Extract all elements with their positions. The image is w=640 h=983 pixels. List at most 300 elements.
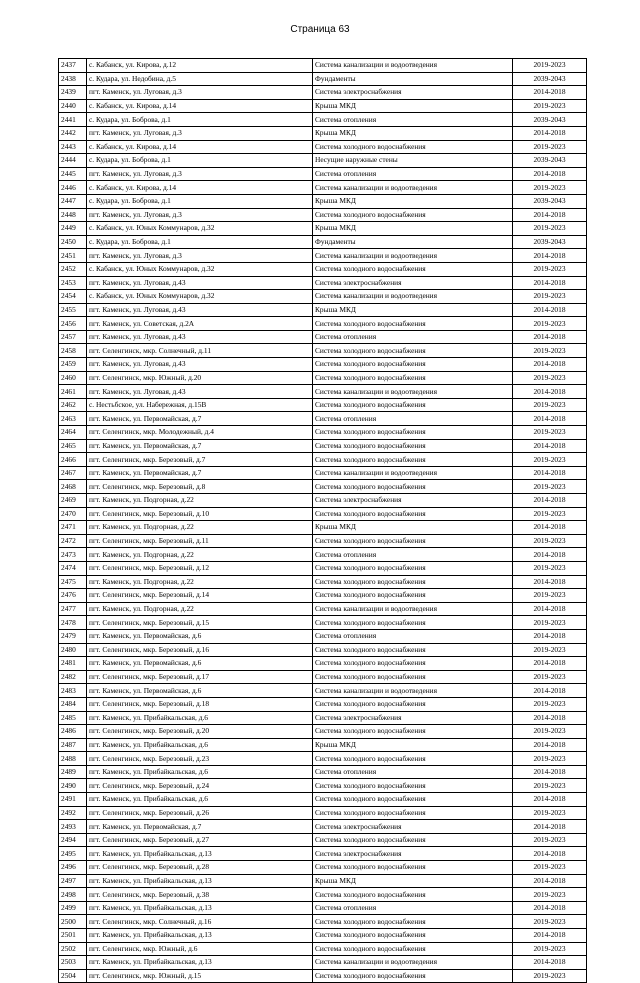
cell-period: 2014-2018 bbox=[513, 602, 587, 616]
cell-address: пгт. Каменск, ул. Луговая, д.43 bbox=[87, 330, 313, 344]
cell-period: 2039-2043 bbox=[513, 235, 587, 249]
cell-work-type: Система канализации и водоотведения bbox=[313, 385, 513, 399]
cell-address: пгт. Каменск, ул. Луговая, д.43 bbox=[87, 358, 313, 372]
cell-row-number: 2460 bbox=[59, 371, 87, 385]
cell-work-type: Крыша МКД bbox=[313, 222, 513, 236]
cell-period: 2014-2018 bbox=[513, 385, 587, 399]
cell-row-number: 2492 bbox=[59, 806, 87, 820]
cell-period: 2014-2018 bbox=[513, 208, 587, 222]
cell-address: с. Кудара, ул. Боброва, д.1 bbox=[87, 194, 313, 208]
cell-address: с. Кабанск, ул. Кирова, д.14 bbox=[87, 99, 313, 113]
cell-period: 2014-2018 bbox=[513, 765, 587, 779]
cell-row-number: 2478 bbox=[59, 616, 87, 630]
cell-work-type: Система канализации и водоотведения bbox=[313, 290, 513, 304]
table-row bbox=[59, 956, 587, 970]
cell-row-number: 2482 bbox=[59, 670, 87, 684]
cell-row-number: 2480 bbox=[59, 643, 87, 657]
cell-work-type: Система холодного водоснабжения bbox=[313, 697, 513, 711]
cell-period: 2019-2023 bbox=[513, 262, 587, 276]
cell-period: 2014-2018 bbox=[513, 466, 587, 480]
cell-period: 2014-2018 bbox=[513, 901, 587, 915]
cell-address: пгт. Селенгинск, мкр. Солнечный, д.16 bbox=[87, 915, 313, 929]
cell-period: 2019-2023 bbox=[513, 222, 587, 236]
cell-row-number: 2479 bbox=[59, 629, 87, 643]
table-row bbox=[59, 942, 587, 956]
cell-row-number: 2503 bbox=[59, 956, 87, 970]
table-row bbox=[59, 480, 587, 494]
cell-work-type: Система электроснабжения bbox=[313, 820, 513, 834]
cell-work-type: Система холодного водоснабжения bbox=[313, 806, 513, 820]
cell-period: 2014-2018 bbox=[513, 874, 587, 888]
cell-address: пгт. Каменск, ул. Луговая, д.3 bbox=[87, 126, 313, 140]
cell-address: пгт. Селенгинск, мкр. Молодежный, д.4 bbox=[87, 426, 313, 440]
cell-work-type: Система отопления bbox=[313, 167, 513, 181]
table-row bbox=[59, 806, 587, 820]
cell-period: 2019-2023 bbox=[513, 59, 587, 73]
cell-work-type: Система канализации и водоотведения bbox=[313, 684, 513, 698]
cell-period: 2019-2023 bbox=[513, 942, 587, 956]
cell-address: пгт. Каменск, ул. Луговая, д.43 bbox=[87, 276, 313, 290]
cell-address: с. Кабанск, ул. Кирова, д.12 bbox=[87, 59, 313, 73]
cell-period: 2019-2023 bbox=[513, 534, 587, 548]
cell-address: пгт. Каменск, ул. Подгорная, д.22 bbox=[87, 548, 313, 562]
table-row bbox=[59, 521, 587, 535]
cell-work-type: Система холодного водоснабжения bbox=[313, 888, 513, 902]
cell-work-type: Система холодного водоснабжения bbox=[313, 779, 513, 793]
cell-period: 2014-2018 bbox=[513, 738, 587, 752]
table-row bbox=[59, 126, 587, 140]
cell-row-number: 2494 bbox=[59, 833, 87, 847]
cell-work-type: Система холодного водоснабжения bbox=[313, 561, 513, 575]
cell-work-type: Система отопления bbox=[313, 330, 513, 344]
cell-work-type: Система холодного водоснабжения bbox=[313, 643, 513, 657]
cell-work-type: Система отопления bbox=[313, 901, 513, 915]
table-row bbox=[59, 222, 587, 236]
cell-row-number: 2476 bbox=[59, 589, 87, 603]
cell-address: пгт. Каменск, ул. Прибайкальская, д.6 bbox=[87, 793, 313, 807]
cell-row-number: 2448 bbox=[59, 208, 87, 222]
cell-address: пгт. Селенгинск, мкр. Березовый, д.8 bbox=[87, 480, 313, 494]
cell-work-type: Система канализации и водоотведения bbox=[313, 466, 513, 480]
table-row bbox=[59, 426, 587, 440]
cell-address: пгт. Каменск, ул. Подгорная, д.22 bbox=[87, 602, 313, 616]
cell-row-number: 2497 bbox=[59, 874, 87, 888]
table-row bbox=[59, 793, 587, 807]
cell-address: пгт. Селенгинск, мкр. Березовый, д.20 bbox=[87, 725, 313, 739]
cell-period: 2019-2023 bbox=[513, 589, 587, 603]
cell-row-number: 2469 bbox=[59, 494, 87, 508]
cell-work-type: Система канализации и водоотведения bbox=[313, 181, 513, 195]
table-row bbox=[59, 752, 587, 766]
cell-row-number: 2474 bbox=[59, 561, 87, 575]
cell-address: пгт. Селенгинск, мкр. Березовый, д.24 bbox=[87, 779, 313, 793]
cell-work-type: Система холодного водоснабжения bbox=[313, 657, 513, 671]
cell-address: с. Кабанск, ул. Кирова, д.14 bbox=[87, 181, 313, 195]
table-row bbox=[59, 861, 587, 875]
cell-row-number: 2498 bbox=[59, 888, 87, 902]
table-row bbox=[59, 398, 587, 412]
cell-row-number: 2477 bbox=[59, 602, 87, 616]
cell-work-type: Система холодного водоснабжения bbox=[313, 317, 513, 331]
cell-work-type: Система канализации и водоотведения bbox=[313, 59, 513, 73]
cell-period: 2019-2023 bbox=[513, 833, 587, 847]
cell-period: 2014-2018 bbox=[513, 847, 587, 861]
cell-work-type: Система холодного водоснабжения bbox=[313, 833, 513, 847]
cell-period: 2039-2043 bbox=[513, 113, 587, 127]
cell-work-type: Система холодного водоснабжения bbox=[313, 453, 513, 467]
cell-address: пгт. Каменск, ул. Первомайская, д.7 bbox=[87, 820, 313, 834]
table-row bbox=[59, 874, 587, 888]
cell-period: 2019-2023 bbox=[513, 507, 587, 521]
cell-address: с. Кабанск, ул. Юных Коммунаров, д.32 bbox=[87, 262, 313, 276]
table-row bbox=[59, 72, 587, 86]
cell-address: пгт. Селенгинск, мкр. Солнечный, д.11 bbox=[87, 344, 313, 358]
cell-address: пгт. Селенгинск, мкр. Березовый, д.38 bbox=[87, 888, 313, 902]
cell-address: пгт. Каменск, ул. Прибайкальская, д.6 bbox=[87, 738, 313, 752]
cell-address: пгт. Селенгинск, мкр. Березовый, д.23 bbox=[87, 752, 313, 766]
table-row bbox=[59, 113, 587, 127]
cell-address: пгт. Каменск, ул. Прибайкальская, д.6 bbox=[87, 711, 313, 725]
cell-work-type: Система канализации и водоотведения bbox=[313, 249, 513, 263]
cell-work-type: Система холодного водоснабжения bbox=[313, 358, 513, 372]
cell-row-number: 2473 bbox=[59, 548, 87, 562]
table-row bbox=[59, 629, 587, 643]
cell-row-number: 2441 bbox=[59, 113, 87, 127]
cell-address: с. Кудара, ул. Боброва, д.1 bbox=[87, 235, 313, 249]
table-row bbox=[59, 684, 587, 698]
cell-address: с. Кудара, ул. Недобина, д.5 bbox=[87, 72, 313, 86]
cell-address: пгт. Селенгинск, мкр. Березовый, д.12 bbox=[87, 561, 313, 575]
table-row bbox=[59, 575, 587, 589]
cell-period: 2019-2023 bbox=[513, 725, 587, 739]
table-row bbox=[59, 371, 587, 385]
table-row bbox=[59, 290, 587, 304]
table-row bbox=[59, 235, 587, 249]
cell-work-type: Система холодного водоснабжения bbox=[313, 439, 513, 453]
cell-row-number: 2455 bbox=[59, 303, 87, 317]
cell-row-number: 2489 bbox=[59, 765, 87, 779]
table-row bbox=[59, 276, 587, 290]
cell-period: 2014-2018 bbox=[513, 820, 587, 834]
cell-period: 2019-2023 bbox=[513, 969, 587, 983]
cell-period: 2019-2023 bbox=[513, 752, 587, 766]
cell-work-type: Крыша МКД bbox=[313, 194, 513, 208]
cell-row-number: 2499 bbox=[59, 901, 87, 915]
cell-period: 2014-2018 bbox=[513, 956, 587, 970]
cell-address: пгт. Каменск, ул. Прибайкальская, д.13 bbox=[87, 847, 313, 861]
cell-work-type: Система холодного водоснабжения bbox=[313, 752, 513, 766]
table-row bbox=[59, 59, 587, 73]
cell-address: пгт. Каменск, ул. Луговая, д.3 bbox=[87, 249, 313, 263]
cell-address: пгт. Каменск, ул. Советская, д.2А bbox=[87, 317, 313, 331]
table-row bbox=[59, 589, 587, 603]
table-row bbox=[59, 820, 587, 834]
cell-address: пгт. Каменск, ул. Луговая, д.43 bbox=[87, 385, 313, 399]
cell-address: пгт. Селенгинск, мкр. Березовый, д.16 bbox=[87, 643, 313, 657]
table-row bbox=[59, 358, 587, 372]
cell-row-number: 2485 bbox=[59, 711, 87, 725]
cell-work-type: Система холодного водоснабжения bbox=[313, 534, 513, 548]
table-row bbox=[59, 915, 587, 929]
cell-period: 2014-2018 bbox=[513, 521, 587, 535]
cell-work-type: Система отопления bbox=[313, 548, 513, 562]
table-row bbox=[59, 140, 587, 154]
cell-period: 2019-2023 bbox=[513, 861, 587, 875]
cell-address: пгт. Селенгинск, мкр. Южный, д.20 bbox=[87, 371, 313, 385]
cell-work-type: Система электроснабжения bbox=[313, 494, 513, 508]
cell-row-number: 2465 bbox=[59, 439, 87, 453]
cell-address: пгт. Селенгинск, мкр. Березовый, д.11 bbox=[87, 534, 313, 548]
cell-row-number: 2470 bbox=[59, 507, 87, 521]
table-row bbox=[59, 643, 587, 657]
table-row bbox=[59, 466, 587, 480]
cell-address: пгт. Каменск, ул. Первомайская, д.6 bbox=[87, 657, 313, 671]
cell-address: пгт. Каменск, ул. Первомайская, д.7 bbox=[87, 439, 313, 453]
cell-address: пгт. Каменск, ул. Луговая, д.3 bbox=[87, 167, 313, 181]
cell-period: 2019-2023 bbox=[513, 317, 587, 331]
cell-row-number: 2472 bbox=[59, 534, 87, 548]
table-row bbox=[59, 711, 587, 725]
cell-row-number: 2495 bbox=[59, 847, 87, 861]
cell-address: пгт. Каменск, ул. Луговая, д.3 bbox=[87, 86, 313, 100]
table-row bbox=[59, 439, 587, 453]
table-row bbox=[59, 969, 587, 983]
cell-address: пгт. Селенгинск, мкр. Березовый, д.14 bbox=[87, 589, 313, 603]
cell-row-number: 2439 bbox=[59, 86, 87, 100]
cell-work-type: Система отопления bbox=[313, 629, 513, 643]
cell-address: пгт. Каменск, ул. Подгорная, д.22 bbox=[87, 575, 313, 589]
cell-address: пгт. Селенгинск, мкр. Березовый, д.10 bbox=[87, 507, 313, 521]
table-row bbox=[59, 765, 587, 779]
cell-period: 2014-2018 bbox=[513, 412, 587, 426]
cell-address: с. Кабанск, ул. Кирова, д.14 bbox=[87, 140, 313, 154]
cell-work-type: Система электроснабжения bbox=[313, 86, 513, 100]
cell-work-type: Система холодного водоснабжения bbox=[313, 861, 513, 875]
table-row bbox=[59, 725, 587, 739]
cell-row-number: 2453 bbox=[59, 276, 87, 290]
cell-period: 2019-2023 bbox=[513, 181, 587, 195]
cell-period: 2014-2018 bbox=[513, 249, 587, 263]
table-row bbox=[59, 847, 587, 861]
cell-period: 2014-2018 bbox=[513, 439, 587, 453]
cell-period: 2019-2023 bbox=[513, 561, 587, 575]
cell-period: 2019-2023 bbox=[513, 670, 587, 684]
cell-work-type: Система отопления bbox=[313, 412, 513, 426]
cell-work-type: Система отопления bbox=[313, 113, 513, 127]
cell-work-type: Система электроснабжения bbox=[313, 276, 513, 290]
cell-work-type: Крыша МКД bbox=[313, 521, 513, 535]
cell-address: пгт. Селенгинск, мкр. Березовый, д.18 bbox=[87, 697, 313, 711]
cell-work-type: Система холодного водоснабжения bbox=[313, 929, 513, 943]
cell-work-type: Система холодного водоснабжения bbox=[313, 915, 513, 929]
cell-work-type: Крыша МКД bbox=[313, 99, 513, 113]
cell-row-number: 2444 bbox=[59, 154, 87, 168]
cell-row-number: 2502 bbox=[59, 942, 87, 956]
cell-row-number: 2437 bbox=[59, 59, 87, 73]
cell-work-type: Система холодного водоснабжения bbox=[313, 426, 513, 440]
cell-address: пгт. Каменск, ул. Прибайкальская, д.6 bbox=[87, 765, 313, 779]
cell-period: 2019-2023 bbox=[513, 99, 587, 113]
cell-address: с. Кабанск, ул. Юных Коммунаров, д.32 bbox=[87, 222, 313, 236]
cell-row-number: 2467 bbox=[59, 466, 87, 480]
cell-period: 2019-2023 bbox=[513, 697, 587, 711]
cell-period: 2014-2018 bbox=[513, 303, 587, 317]
cell-period: 2014-2018 bbox=[513, 126, 587, 140]
cell-row-number: 2501 bbox=[59, 929, 87, 943]
cell-address: пгт. Селенгинск, мкр. Березовый, д.26 bbox=[87, 806, 313, 820]
cell-row-number: 2488 bbox=[59, 752, 87, 766]
cell-period: 2019-2023 bbox=[513, 480, 587, 494]
cell-row-number: 2451 bbox=[59, 249, 87, 263]
cell-work-type: Крыша МКД bbox=[313, 874, 513, 888]
cell-period: 2039-2043 bbox=[513, 72, 587, 86]
cell-work-type: Система холодного водоснабжения bbox=[313, 480, 513, 494]
cell-work-type: Система электроснабжения bbox=[313, 711, 513, 725]
table-row bbox=[59, 194, 587, 208]
cell-work-type: Система холодного водоснабжения bbox=[313, 589, 513, 603]
cell-row-number: 2468 bbox=[59, 480, 87, 494]
cell-row-number: 2475 bbox=[59, 575, 87, 589]
cell-work-type: Фундаменты bbox=[313, 72, 513, 86]
table-row bbox=[59, 494, 587, 508]
table-row bbox=[59, 303, 587, 317]
cell-work-type: Фундаменты bbox=[313, 235, 513, 249]
cell-work-type: Система холодного водоснабжения bbox=[313, 208, 513, 222]
cell-period: 2039-2043 bbox=[513, 194, 587, 208]
table-row bbox=[59, 249, 587, 263]
cell-address: с. Нестьбское, ул. Набережная, д.15В bbox=[87, 398, 313, 412]
table-row bbox=[59, 548, 587, 562]
cell-row-number: 2496 bbox=[59, 861, 87, 875]
table-row bbox=[59, 779, 587, 793]
cell-address: пгт. Селенгинск, мкр. Березовый, д.7 bbox=[87, 453, 313, 467]
cell-period: 2019-2023 bbox=[513, 371, 587, 385]
cell-work-type: Система холодного водоснабжения bbox=[313, 398, 513, 412]
cell-row-number: 2463 bbox=[59, 412, 87, 426]
table-row bbox=[59, 901, 587, 915]
cell-period: 2019-2023 bbox=[513, 140, 587, 154]
cell-row-number: 2447 bbox=[59, 194, 87, 208]
data-table bbox=[58, 58, 587, 983]
cell-row-number: 2461 bbox=[59, 385, 87, 399]
cell-row-number: 2443 bbox=[59, 140, 87, 154]
cell-address: с. Кудара, ул. Боброва, д.1 bbox=[87, 113, 313, 127]
cell-row-number: 2490 bbox=[59, 779, 87, 793]
cell-period: 2019-2023 bbox=[513, 915, 587, 929]
table-row bbox=[59, 262, 587, 276]
cell-period: 2014-2018 bbox=[513, 575, 587, 589]
cell-period: 2014-2018 bbox=[513, 793, 587, 807]
table-row bbox=[59, 929, 587, 943]
cell-period: 2019-2023 bbox=[513, 344, 587, 358]
cell-address: пгт. Каменск, ул. Подгорная, д.22 bbox=[87, 494, 313, 508]
cell-row-number: 2450 bbox=[59, 235, 87, 249]
cell-period: 2019-2023 bbox=[513, 453, 587, 467]
cell-period: 2019-2023 bbox=[513, 643, 587, 657]
cell-address: пгт. Каменск, ул. Первомайская, д.7 bbox=[87, 466, 313, 480]
cell-address: пгт. Каменск, ул. Луговая, д.43 bbox=[87, 303, 313, 317]
table-row bbox=[59, 670, 587, 684]
cell-row-number: 2486 bbox=[59, 725, 87, 739]
cell-work-type: Система канализации и водоотведения bbox=[313, 956, 513, 970]
cell-row-number: 2440 bbox=[59, 99, 87, 113]
table-row bbox=[59, 616, 587, 630]
cell-row-number: 2504 bbox=[59, 969, 87, 983]
cell-address: пгт. Селенгинск, мкр. Березовый, д.27 bbox=[87, 833, 313, 847]
cell-row-number: 2493 bbox=[59, 820, 87, 834]
cell-row-number: 2459 bbox=[59, 358, 87, 372]
cell-row-number: 2462 bbox=[59, 398, 87, 412]
cell-period: 2014-2018 bbox=[513, 276, 587, 290]
cell-period: 2019-2023 bbox=[513, 426, 587, 440]
cell-row-number: 2464 bbox=[59, 426, 87, 440]
cell-period: 2014-2018 bbox=[513, 86, 587, 100]
cell-work-type: Крыша МКД bbox=[313, 738, 513, 752]
cell-work-type: Система холодного водоснабжения bbox=[313, 371, 513, 385]
cell-address: пгт. Селенгинск, мкр. Березовый, д.28 bbox=[87, 861, 313, 875]
cell-period: 2019-2023 bbox=[513, 779, 587, 793]
cell-row-number: 2466 bbox=[59, 453, 87, 467]
cell-row-number: 2438 bbox=[59, 72, 87, 86]
cell-address: пгт. Селенгинск, мкр. Южный, д.15 bbox=[87, 969, 313, 983]
page-title: Страница 63 bbox=[290, 24, 350, 35]
cell-period: 2014-2018 bbox=[513, 629, 587, 643]
table-row bbox=[59, 181, 587, 195]
cell-address: пгт. Каменск, ул. Первомайская, д.6 bbox=[87, 629, 313, 643]
cell-period: 2014-2018 bbox=[513, 167, 587, 181]
cell-period: 2014-2018 bbox=[513, 657, 587, 671]
table-row bbox=[59, 833, 587, 847]
cell-row-number: 2458 bbox=[59, 344, 87, 358]
cell-address: пгт. Каменск, ул. Луговая, д.3 bbox=[87, 208, 313, 222]
cell-address: пгт. Каменск, ул. Прибайкальская, д.13 bbox=[87, 901, 313, 915]
cell-period: 2019-2023 bbox=[513, 290, 587, 304]
table-row bbox=[59, 330, 587, 344]
cell-address: пгт. Селенгинск, мкр. Березовый, д.15 bbox=[87, 616, 313, 630]
cell-row-number: 2500 bbox=[59, 915, 87, 929]
table-row bbox=[59, 888, 587, 902]
cell-row-number: 2446 bbox=[59, 181, 87, 195]
cell-address: пгт. Каменск, ул. Первомайская, д.7 bbox=[87, 412, 313, 426]
table-row bbox=[59, 317, 587, 331]
cell-row-number: 2487 bbox=[59, 738, 87, 752]
cell-period: 2014-2018 bbox=[513, 929, 587, 943]
table-row bbox=[59, 208, 587, 222]
cell-address: пгт. Каменск, ул. Прибайкальская, д.13 bbox=[87, 874, 313, 888]
cell-work-type: Крыша МКД bbox=[313, 126, 513, 140]
cell-row-number: 2471 bbox=[59, 521, 87, 535]
cell-work-type: Система холодного водоснабжения bbox=[313, 575, 513, 589]
table-body bbox=[59, 59, 587, 983]
cell-row-number: 2454 bbox=[59, 290, 87, 304]
cell-period: 2014-2018 bbox=[513, 711, 587, 725]
table-row bbox=[59, 602, 587, 616]
cell-period: 2019-2023 bbox=[513, 398, 587, 412]
cell-address: пгт. Каменск, ул. Первомайская, д.6 bbox=[87, 684, 313, 698]
cell-row-number: 2442 bbox=[59, 126, 87, 140]
cell-address: с. Кудара, ул. Боброва, д.1 bbox=[87, 154, 313, 168]
cell-row-number: 2491 bbox=[59, 793, 87, 807]
cell-work-type: Система холодного водоснабжения bbox=[313, 942, 513, 956]
table-row bbox=[59, 385, 587, 399]
cell-address: пгт. Каменск, ул. Подгорная, д.22 bbox=[87, 521, 313, 535]
cell-period: 2019-2023 bbox=[513, 806, 587, 820]
table-row bbox=[59, 453, 587, 467]
table-row bbox=[59, 154, 587, 168]
cell-work-type: Система холодного водоснабжения bbox=[313, 262, 513, 276]
cell-work-type: Крыша МКД bbox=[313, 303, 513, 317]
cell-work-type: Система холодного водоснабжения bbox=[313, 725, 513, 739]
